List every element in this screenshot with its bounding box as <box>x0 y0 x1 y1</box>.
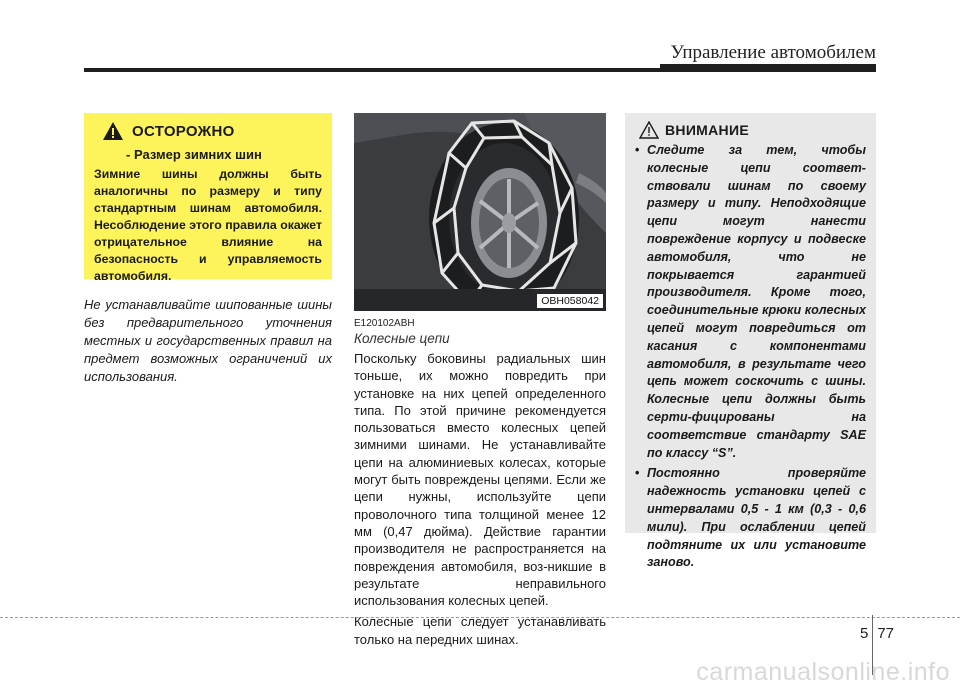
tire-chain-illustration <box>354 113 606 311</box>
page-index: 77 <box>877 625 895 642</box>
wheel-chains-section <box>354 318 606 652</box>
wheel-chains-heading: Колесные цепи <box>354 331 450 346</box>
section-code: E120102ABH <box>354 318 415 329</box>
warning-title: ВНИМАНИЕ <box>665 122 749 138</box>
warning-box <box>625 113 876 570</box>
header-rule-accent <box>660 64 876 68</box>
warning-item: • Постоянно проверяйте надежность установки цепей с интервалами 0,5 - 1 км (0,3 - 0,6 мили). При ослаблении цепей подтяните их или установите заново. <box>633 465 866 572</box>
wheel-chains-paragraph-1: Поскольку боковины радиальных шин тоньше, их можно повредить при установке на них цепей определенного типа. По этой причине рекомендуется пользоваться вместо колесных цепей зимними шинами. Не устанавливайте цепи на алюминиевых колесах, которые могут быть повреждены цепями. Если же цепи нужны, используйте цепи проволочного типа толщиной менее 12 мм (0,47 дюйма). Действие гарантии производителя не распространяется на повреждения автомобиля, воз-никшие в результате неправильного использования колесных цепей. <box>354 351 606 609</box>
tire-chain-photo <box>354 113 606 311</box>
caution-header <box>102 121 322 141</box>
caution-subtitle: - Размер зимних шин <box>126 147 262 162</box>
caution-title: ОСТОРОЖНО <box>132 122 235 140</box>
warning-item: • Следите за тем, чтобы колесные цепи соответ-ствовали шинам по своему размеру и типу. Неподходящие цепи могут нанести повреждение корпусу и подвеске автомобиля, что не покрывается гарантией производителя. Кроме того, соединительные крюки колесных цепей могут повредиться от касания с компонентами автомобиля, в результате чего цепь может соскочить с шины. Колесные цепи должны быть серти-фицированы на соответствие стандарту SAE по классу “S”. <box>633 142 866 462</box>
section-title: Управление автомобилем <box>670 42 876 63</box>
studded-tires-note: Не устанавливайте шипованные шины без предварительного уточнения местных и государственных правил на предмет возможных ограничений их использования. <box>84 297 332 384</box>
watermark: carmanualsonline.info <box>696 658 950 686</box>
caution-box <box>84 113 332 283</box>
wheel-chains-paragraph-2: Колесные цепи следует устанавливать только на передних шинах. <box>354 614 606 647</box>
caution-body: Зимние шины должны быть аналогичны по размеру и типу стандартным шинам автомобиля. Несоблюдение этого правила окажет отрицательное влияние на безопасность и управляемость автомобиля. <box>94 167 322 283</box>
warning-outline-icon <box>639 121 659 139</box>
photo-code: OBH058042 <box>537 294 603 308</box>
warning-triangle-icon <box>102 121 124 141</box>
chapter-number: 5 <box>860 625 869 642</box>
warning-header <box>639 121 866 139</box>
header-rule <box>84 68 876 72</box>
warning-list <box>633 142 866 572</box>
footer-rule <box>0 617 960 618</box>
